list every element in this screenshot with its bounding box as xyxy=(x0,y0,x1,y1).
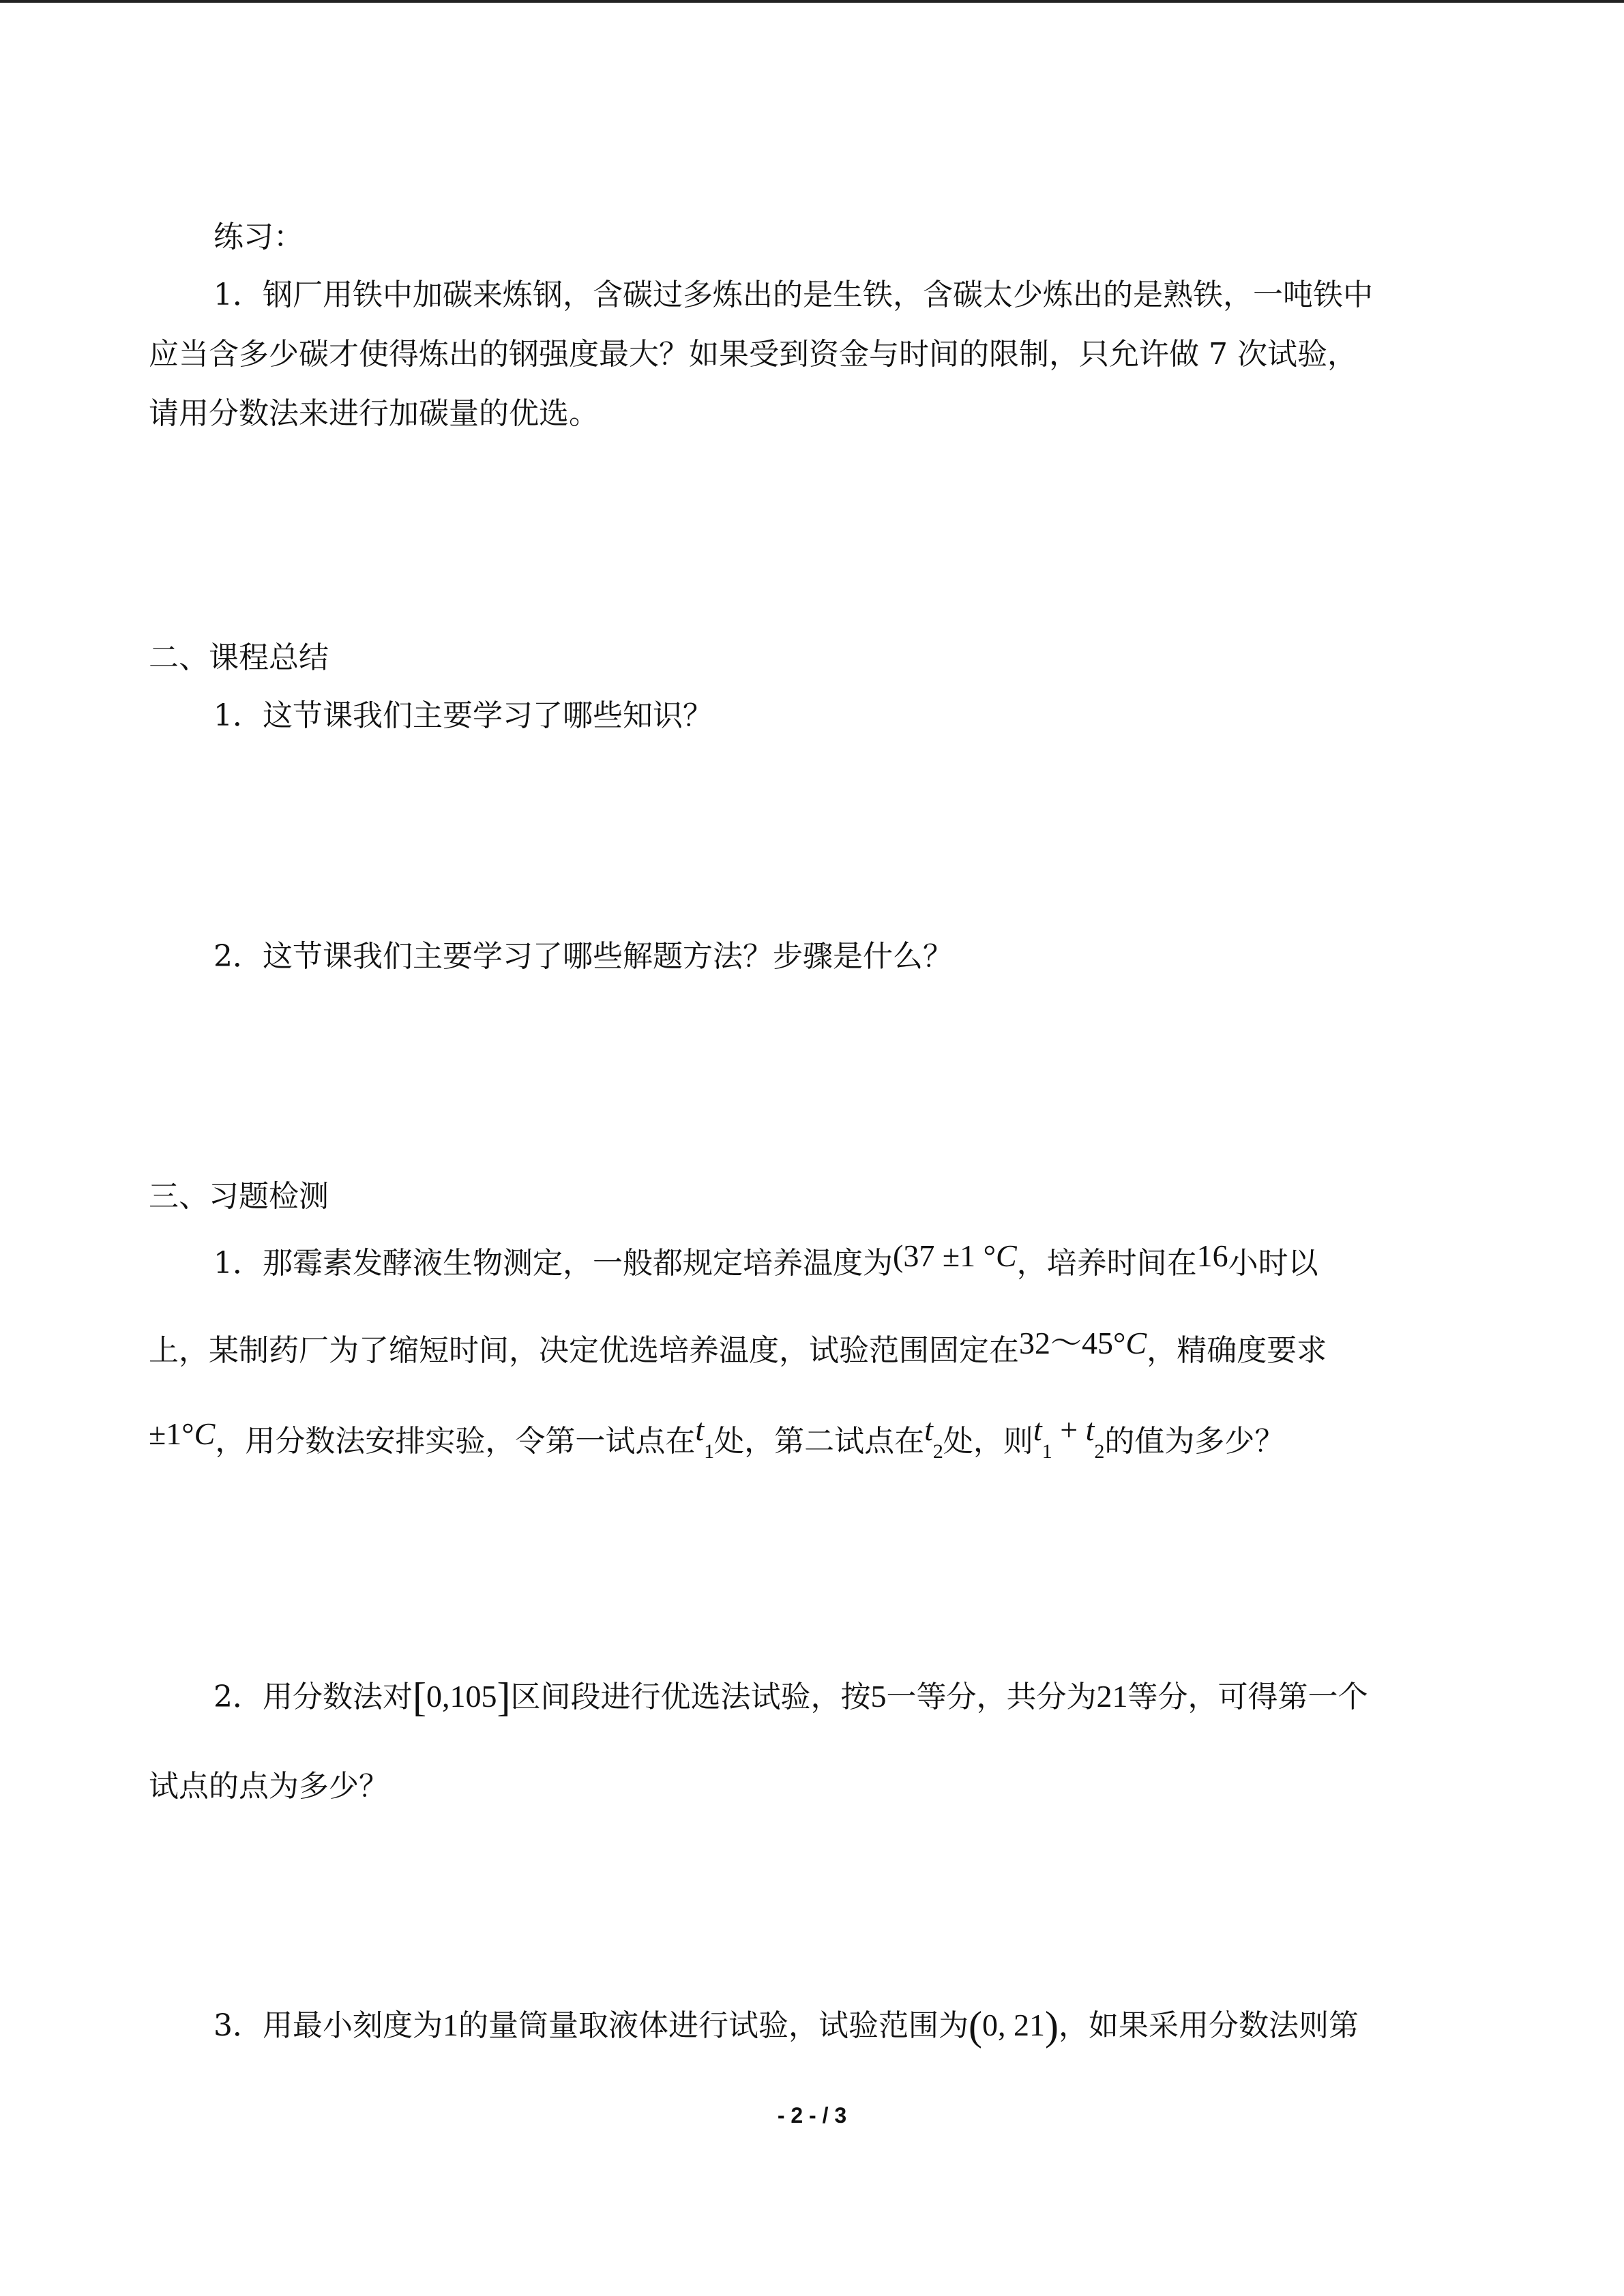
exercise-q1-text-a: 1．那霉素发酵液生物测定，一般都规定培养温度为 xyxy=(213,1246,893,1281)
exercise-q1-text-e: ，精确度要求 xyxy=(1147,1333,1327,1368)
exercise-q1-sum-sub1: 1 xyxy=(1042,1440,1052,1463)
exercise-q2-text-a: 2．用分数法对 xyxy=(213,1680,413,1714)
exercise-q2-interval: 0,105 xyxy=(426,1679,497,1714)
exercises-heading: 三、习题检测 xyxy=(149,1179,329,1214)
page-top-border xyxy=(0,0,1624,3)
exercise-q1-precision: ±1° xyxy=(149,1416,194,1451)
exercise-q3-paren-close: ) xyxy=(1044,2003,1059,2048)
summary-heading: 二、课程总结 xyxy=(149,640,329,675)
exercise-q1-temp-rest: 7 ±1 ° xyxy=(919,1238,996,1273)
exercise-q1-sum-t2: t xyxy=(1085,1412,1095,1447)
summary-q1: 1．这节课我们主要学习了哪些知识？ xyxy=(213,698,713,733)
exercise-q1-line2 xyxy=(149,1326,1327,1371)
exercise-q2-text-c: 一等分，共分为 xyxy=(886,1680,1097,1714)
exercise-q3-text-b: 的量筒量取液体进行试验，试验范围为 xyxy=(458,2008,969,2043)
exercise-q1-t1-symbol: t xyxy=(695,1412,705,1447)
practice-heading: 练习： xyxy=(213,220,304,254)
exercise-q1-text-f: ，用分数法安排实验，令第一试点在 xyxy=(215,1424,696,1459)
exercise-q1-temp-unit: C xyxy=(995,1238,1017,1273)
exercise-q1-t2-symbol: t xyxy=(924,1412,933,1447)
exercise-q1-text-d: 上，某制药厂为了缩短时间，决定优选培养温度，试验范围固定在 xyxy=(149,1333,1019,1368)
exercise-q2-text-d: 等分，可得第一个 xyxy=(1127,1680,1368,1714)
exercise-q2-five: 5 xyxy=(870,1679,887,1714)
practice-q1-line2: 应当含多少碳才使得炼出的钢强度最大？如果受到资金与时间的限制，只允许做 7 次试验， xyxy=(149,337,1357,372)
exercise-q2-text-b: 区间段进行优选法试验，按 xyxy=(510,1680,871,1714)
exercise-q3-paren-open: ( xyxy=(969,2003,982,2048)
exercise-q1-line3 xyxy=(149,1412,1285,1472)
exercise-q1-plus: + xyxy=(1052,1412,1086,1447)
exercise-q1-range: 32～45° xyxy=(1019,1326,1126,1360)
practice-q1-line1: 1．钢厂用铁中加碳来炼钢，含碳过多炼出的是生铁，含碳太少炼出的是熟铁，一吨铁中 xyxy=(213,278,1373,312)
exercise-q1-temp-open: (3 xyxy=(893,1238,919,1273)
exercise-q3-interval: 0, 21 xyxy=(981,2008,1045,2042)
summary-q2: 2．这节课我们主要学习了哪些解题方法？步骤是什么？ xyxy=(213,939,953,974)
exercise-q2-bracket-close: ] xyxy=(497,1675,511,1720)
exercise-q3-text-c: ，如果采用分数法则第 xyxy=(1058,2008,1359,2043)
exercise-q1-t1-subscript: 1 xyxy=(704,1440,715,1463)
exercise-q1-precision-unit: C xyxy=(194,1416,216,1451)
exercise-q3-line1 xyxy=(213,2005,1359,2046)
exercise-q1-text-i: 的值为多少？ xyxy=(1104,1424,1285,1459)
exercise-q3-text-a: 3．用最小刻度为 xyxy=(213,2008,443,2043)
exercise-q1-text-h: 处，则 xyxy=(943,1424,1033,1459)
exercise-q2-bracket-open: [ xyxy=(413,1675,426,1720)
exercise-q2-line2: 试点的点为多少？ xyxy=(149,1769,389,1804)
exercise-q1-line1 xyxy=(213,1238,1318,1284)
exercise-q1-text-g: 处，第二试点在 xyxy=(714,1424,925,1459)
exercise-q3-one: 1 xyxy=(443,2008,458,2042)
exercise-q1-sum-sub2: 2 xyxy=(1094,1440,1105,1463)
exercise-q2-line1 xyxy=(213,1676,1368,1718)
practice-q1-line3: 请用分数法来进行加碳量的优选。 xyxy=(149,396,599,431)
exercise-q1-t2-subscript: 2 xyxy=(932,1440,943,1463)
exercise-q1-range-unit: C xyxy=(1125,1326,1147,1360)
exercise-q1-hours: 16 xyxy=(1196,1238,1228,1273)
exercise-q2-twentyone: 21 xyxy=(1096,1679,1128,1714)
exercise-q1-text-c: 小时以 xyxy=(1228,1246,1318,1281)
exercise-q1-sum-t1: t xyxy=(1033,1412,1042,1447)
page-number: - 2 - / 3 xyxy=(777,2103,847,2128)
exercise-q1-text-b: ，培养时间在 xyxy=(1016,1246,1197,1281)
